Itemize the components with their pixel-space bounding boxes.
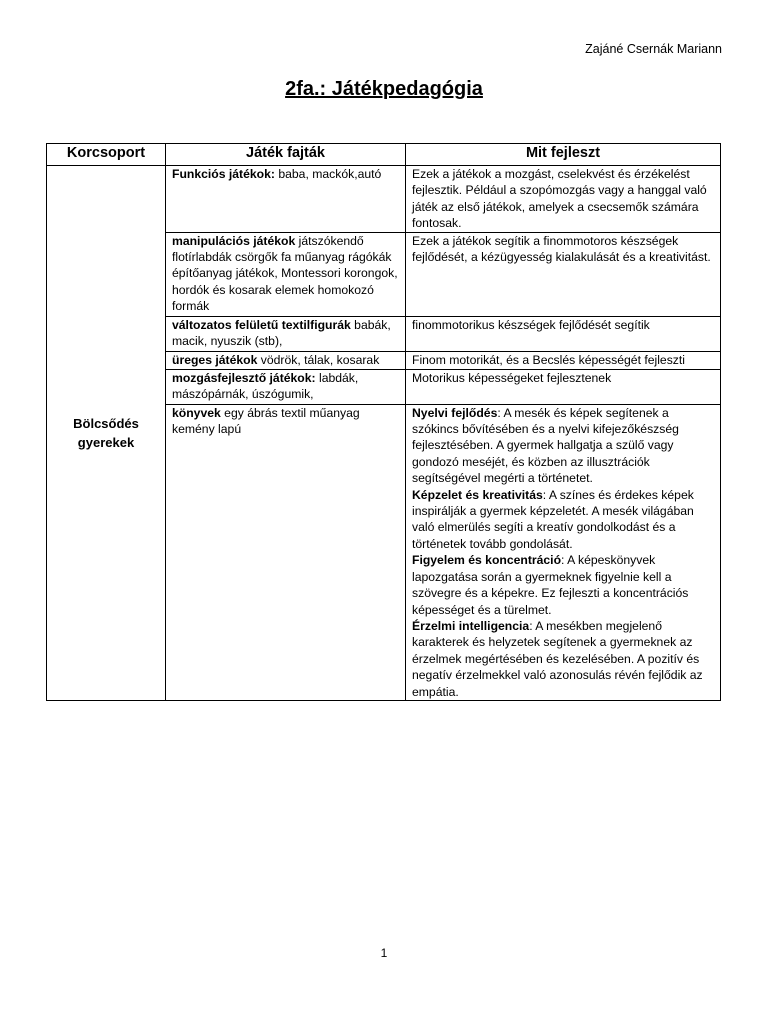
game-type-cell: [166, 351, 406, 369]
benefit-title: Nyelvi fejlődés: [412, 405, 498, 420]
game-type-cell: [166, 232, 406, 316]
description-cell: Ezek a játékok segítik a finommotoros készségek fejlődését, a kézügyesség kialakulását és a kreativitást.: [406, 232, 721, 316]
game-type-examples: vödrök, tálak, kosarak: [257, 352, 380, 367]
game-type-examples: babák, macik, nyuszik (stb),: [172, 317, 391, 349]
game-type-name: Funkciós játékok:: [172, 167, 275, 181]
benefit-title: Érzelmi intelligencia: [412, 618, 530, 633]
description-cell: Finom motorikát, és a Becslés képességét fejleszti: [406, 351, 721, 369]
game-type-cell: [166, 166, 406, 233]
game-type-name: üreges játékok: [172, 352, 258, 367]
benefit-title: Figyelem és koncentráció: [412, 553, 562, 568]
header-what-develops: Mit fejleszt: [406, 144, 721, 166]
game-type-cell: [166, 404, 406, 700]
table-header-row: [47, 144, 721, 166]
game-type-cell: [166, 316, 406, 351]
games-table: [46, 143, 721, 701]
header-age-group: Korcsoport: [47, 144, 166, 166]
benefit-text: : A mesékben megjelenő karakterek és helyzetek segítenek a gyermeknek az érzelmek megértésében és kezelésében. A pozitív és negatív érzelmekkel való azonosulás révén fejlődik az empátia.: [412, 618, 703, 699]
table-row: [47, 166, 721, 233]
age-group-cell: [47, 166, 166, 701]
age-group-line2: gyerekek: [77, 434, 135, 450]
description-cell: [406, 404, 721, 700]
age-group-line1: Bölcsődés: [73, 415, 139, 431]
author-name: Zajáné Csernák Mariann: [585, 42, 722, 56]
game-type-name: változatos felületű textilfigurák: [172, 317, 351, 332]
description-cell: Motorikus képességeket fejlesztenek: [406, 369, 721, 404]
game-type-examples: labdák, mászópárnák, úszógumik,: [172, 370, 359, 402]
game-type-cell: [166, 369, 406, 404]
game-type-examples: egy ábrás textil műanyag kemény lapú: [172, 405, 360, 437]
description-cell: Ezek a játékok a mozgást, cselekvést és érzékelést fejlesztik. Például a szopómozgás vagy a hanggal való játék az első játékok, amelyek a csecsemők számára fontosak.: [406, 166, 721, 233]
benefit-imagination: [412, 487, 714, 553]
benefit-text: : A mesék és képek segítenek a szókincs bővítésében és a nyelvi kifejezőkészség fejlesztésében. A gyermek hallgatja a szülő vagy gondozó meséjét, és közben az illusztrációk segítségével megérti a történetet.: [412, 405, 679, 486]
benefit-language: [412, 405, 714, 487]
game-type-examples: baba, mackók,autó: [274, 167, 382, 181]
benefit-emotional: [412, 618, 714, 700]
game-type-name: manipulációs játékok: [172, 233, 296, 248]
game-type-name: könyvek: [172, 405, 221, 420]
game-type-name: mozgásfejlesztő játékok:: [172, 370, 316, 385]
benefit-text: : A képeskönyvek lapozgatása során a gyermeknek figyelnie kell a szövegre és a képekre. Ez fejleszti a koncentrációs képességet és a türelmet.: [412, 553, 689, 617]
benefit-attention: [412, 552, 714, 618]
page-number: 1: [380, 946, 388, 960]
header-game-types: Játék fajták: [166, 144, 406, 166]
benefit-title: Képzelet és kreativitás: [412, 487, 543, 502]
benefit-text: : A színes és érdekes képek inspirálják a gyermek képzeletét. A mesék világában való elmerülés segíti a kreatív gondolkodást és a történetek tovább gondolását.: [412, 487, 694, 551]
description-cell: finommotorikus készségek fejlődését segítik: [406, 316, 721, 351]
page-title: 2fa.: Játékpedagógia: [285, 78, 483, 100]
game-type-examples: játszókendő flotírlabdák csörgők fa műanyag rágókák építőanyag játékok, Montessori korongok, hordók és kosarak elemek homokozó formák: [172, 233, 398, 314]
